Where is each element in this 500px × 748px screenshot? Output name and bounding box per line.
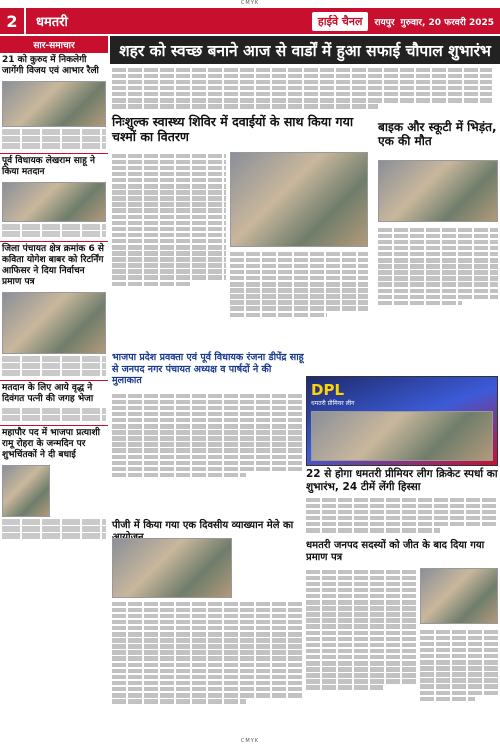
- body-text: [2, 231, 106, 237]
- body-text: [2, 519, 106, 525]
- story-birthday-headline: महापौर पद में भाजपा प्रत्याशी रामू रोहरा के जन्मदिन पर शुभचिंतकों ने दी बधाई: [0, 425, 108, 463]
- dpl-advertisement: [306, 376, 498, 466]
- pg-lecture-photo: [112, 538, 232, 598]
- eye-camp-headline: निःशुल्क स्वास्थ्य शिविर में दवाईयों के साथ किया गया चश्मों का वितरण: [112, 114, 354, 144]
- janpad-body-2: [420, 628, 498, 734]
- janpad-headline: धमतरी जनपद सदस्यों को जीत के बाद दिया गया प्रमाण पत्र: [306, 540, 485, 563]
- main-headline: शहर को स्वच्छ बनाने आज से वार्डों में हुआ सफाई चौपाल शुभारंभ: [110, 36, 500, 64]
- mla-meeting-body: [112, 392, 304, 512]
- story-rally-headline: 21 को कुरुद में निकलेगी जागेंगी विजय एवं आभार रैली: [2, 55, 99, 76]
- story-vote-photo: [2, 182, 106, 222]
- bike-accident-headline: बाइक और स्कूटी में भिड़ंत, एक की मौत: [378, 120, 497, 148]
- body-text: [2, 415, 106, 421]
- masthead: [0, 8, 500, 34]
- body-text: [2, 224, 106, 230]
- janpad-photo: [420, 568, 498, 624]
- ad-subtitle: धमतरी प्रीमियर लीग: [311, 400, 355, 407]
- eye-camp-photo: [230, 152, 368, 247]
- body-text: [2, 363, 106, 369]
- ad-title: DPL: [311, 381, 345, 399]
- body-text: [2, 370, 106, 376]
- body-text: [2, 129, 106, 135]
- premier-league-headline: 22 से होगा धमतरी प्रीमियर लीग क्रिकेट स्पर्धा का शुभारंभ, 24 टीमें लेंगी हिस्सा: [306, 468, 498, 493]
- body-text: [2, 136, 106, 142]
- story-birthday-photo: [2, 465, 50, 517]
- body-text: [2, 526, 106, 532]
- story-certificate-photo: [2, 292, 106, 354]
- ad-players-photo: [311, 411, 493, 461]
- janpad-body: [306, 568, 416, 734]
- story-certificate-headline: जिला पंचायत क्षेत्र क्रमांक 6 से कविता योगेश बाबर को रिटर्निंग आफिसर ने दिया निर्वाचन प्रमाण पत्र: [0, 241, 108, 290]
- eye-camp-body: [112, 152, 226, 352]
- pg-lecture-body: [112, 600, 304, 734]
- masthead-city: रायपुर: [374, 17, 395, 28]
- mla-meeting-headline: भाजपा प्रदेश प्रवक्ता एवं पूर्व विधायक रंजना डीपेंद्र साहू से जनपद नगर पंचायत अध्यक्ष व पार्षदों ने की मुलाकात: [112, 352, 304, 386]
- paper-name: हाईवे चैनल: [312, 12, 369, 31]
- body-text: [2, 408, 106, 414]
- section-name: धमतरी: [36, 15, 68, 30]
- left-column: [0, 36, 108, 736]
- bike-accident-photo: [378, 160, 498, 222]
- masthead-date: गुरुवार, 20 फरवरी 2025: [400, 17, 494, 28]
- story-rally-photo: [2, 81, 106, 127]
- story-vote-headline: पूर्व विधायक लेखराम साहू ने किया मतदान: [0, 153, 108, 180]
- body-text: [2, 356, 106, 362]
- story-elder-headline: मतदान के लिए आये वृद्ध ने दिवंगत पत्नी की जगह भेजा: [0, 380, 108, 407]
- page-number: 2: [0, 8, 26, 34]
- print-mark-top: CMYK: [240, 0, 260, 6]
- body-text: [2, 143, 106, 149]
- news-box-title: सार-समाचार: [0, 36, 108, 53]
- pg-lecture-headline: पीजी में किया गया एक दिवसीय व्याख्यान मेले का: [112, 520, 294, 531]
- main-story-body: [112, 66, 492, 114]
- print-mark-bottom: CMYK: [240, 738, 260, 744]
- eye-camp-body-2: [230, 250, 368, 350]
- premier-league-body: [306, 496, 498, 544]
- body-text: [2, 533, 106, 539]
- masthead-right: [312, 12, 500, 31]
- bike-accident-body: [378, 226, 498, 346]
